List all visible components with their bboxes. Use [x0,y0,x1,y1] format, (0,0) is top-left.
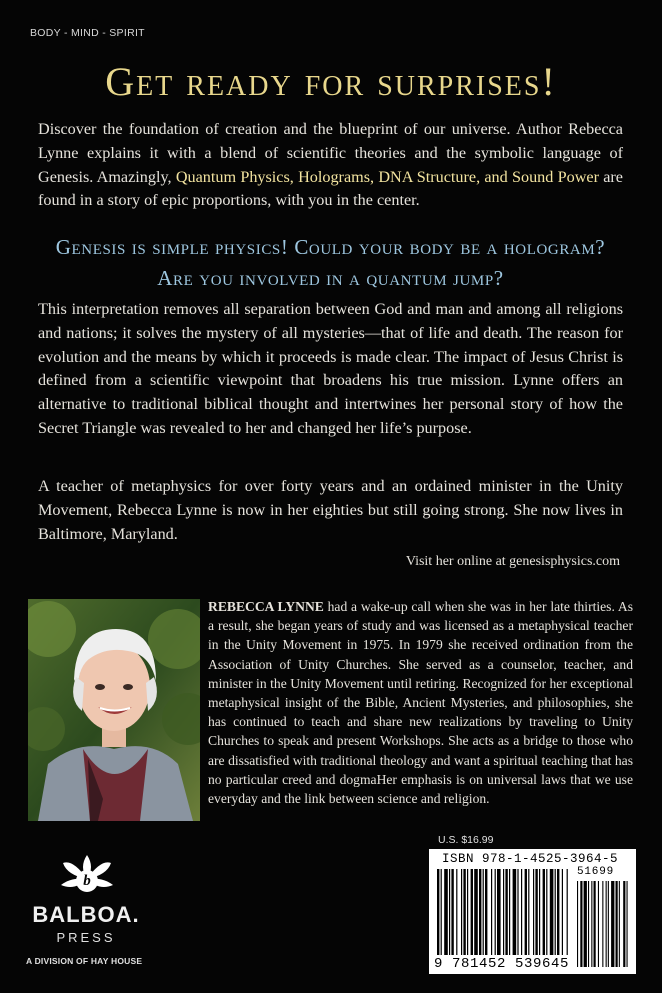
barcode-bar [491,869,492,955]
logo-letter: b [83,873,91,889]
website-line: Visit her online at genesisphysics.com [405,554,620,569]
author-name: REBECCA LYNNE [208,599,324,614]
price-label: U.S. $16.99 [438,834,494,846]
barcode-bar [550,869,554,955]
headline: Get ready for surprises! [105,59,557,104]
barcode-bar [562,869,563,955]
barcode-bar [451,869,453,955]
barcode-bar [546,869,547,955]
barcode-bar [444,869,448,955]
barcode-bar [449,869,450,955]
description-paragraph: This interpretation removes all separation between God and man and among all religions and nations; it solves the mystery of all mysteries—that of life and death. The reason for evolution and the means by which it proceeds is made clear. The impact of Jesus Christ is defined from a scientific viewpoint that broadens his true mission. Lynne offers an alternative to traditional biblical thought and intertwines her personal story of how the Secret Triangle was revealed to her and changed her life’s purpose. [38,300,623,437]
category-label: BODY - MIND - SPIRIT [30,27,145,39]
author-bio-text: had a wake-up call when she was in her late thirties. As a result, she began years of study and was licensed as a metaphysical teacher in the Unity Movement in 1975. In 1979 she received ordination from the Association of Unity Churches. She served as a counselor, teacher, and minister in the Unity Movement until retiring. Recognized for her exceptional metaphysical insight of the Bible, Ancient Mysteries, and philosophies, she has continued to teach and share new realizations by traveling to Unity Churches to speak and present Workshops. She acts as a bridge to those who are dissatisfied with traditional theology and want a spiritual teaching that has no particular creed and dogmaHer emphasis is on universal laws that we use everyday and the link between science and religion. [208,599,634,807]
barcode-addon-bar [627,881,628,967]
barcode-bar [471,869,473,955]
intro-highlight: Quantum Physics, Holograms, DNA Structure, and Sound Power [175,167,599,186]
intro-text-2: are found in a story of epic proportions, with you in the center. [38,167,623,210]
barcode-bar [555,869,556,955]
barcode-addon-bar [594,881,596,967]
barcode-bar [456,869,457,955]
author-bio [208,597,633,808]
barcode-bar [533,869,534,955]
barcode-addon-bar [584,881,587,967]
barcode-addon-bar [591,881,592,967]
barcode-addon-bar [606,881,607,967]
isbn-label: ISBN 978-1-4525-3964-5 [442,852,619,866]
barcode-bar [495,869,496,955]
barcode-addon-bar [598,881,599,967]
barcode-addon-digits: 51699 [577,866,615,878]
barcode-digits: 9 781452 539645 [434,956,570,972]
barcode-bar [539,869,540,955]
author-portrait-illustration [28,599,200,821]
barcode-addon-bar [623,881,625,967]
barcode-bar [503,869,504,955]
barcode-bar [497,869,501,955]
intro-paragraph [38,118,623,213]
barcode-bar [535,869,537,955]
barcode-addon-bar [619,881,620,967]
barcode-bar [513,869,517,955]
barcode-addon-bar [602,881,603,967]
barcode-bar [543,869,545,955]
publisher-name: BALBOA. [32,902,140,927]
barcode-addon-bar [611,881,614,967]
barcode-addon-bar [588,881,589,967]
tagline: Genesis is simple physics! Could your body be a hologram? Are you involved in a quantum jump? [55,235,606,290]
barcode-addon-bar [577,881,578,967]
barcode-bar [483,869,484,955]
barcode-addon-bar [616,881,618,967]
barcode-bar [474,869,478,955]
barcode-addon-bar [580,881,582,967]
barcode-bar [509,869,510,955]
author-photo [28,599,200,821]
barcode-bar [528,869,529,955]
barcode-bar [517,869,518,955]
barcode-bar [567,869,568,955]
barcode-addon-bar [608,881,609,967]
barcode-bar [441,869,442,955]
author-summary-paragraph: A teacher of metaphysics for over forty years and an ordained minister in the Unity Movement, Rebecca Lynne is now in her eighties but still going strong. She now lives in Baltimore, Maryland. [38,477,623,543]
barcode-bar [557,869,559,955]
barcode-bar [525,869,527,955]
publisher-imprint: PRESS [56,930,116,945]
barcode-bar [437,869,439,955]
intro-text-1: Discover the foundation of creation and the blueprint of our universe. Author Rebecca Lynne explains it with a blend of scientific theories and the symbolic language of Genesis. Amazingly, [38,120,623,186]
barcode-bar [463,869,465,955]
barcode-bar [505,869,507,955]
barcode-bar [461,869,462,955]
publisher-division: A DIVISION OF HAY HOUSE [26,956,143,966]
barcode-bar [467,869,468,955]
barcode-bar [521,869,522,955]
lotus-icon [28,852,146,902]
barcode-bar [485,869,487,955]
barcode-bar [479,869,481,955]
